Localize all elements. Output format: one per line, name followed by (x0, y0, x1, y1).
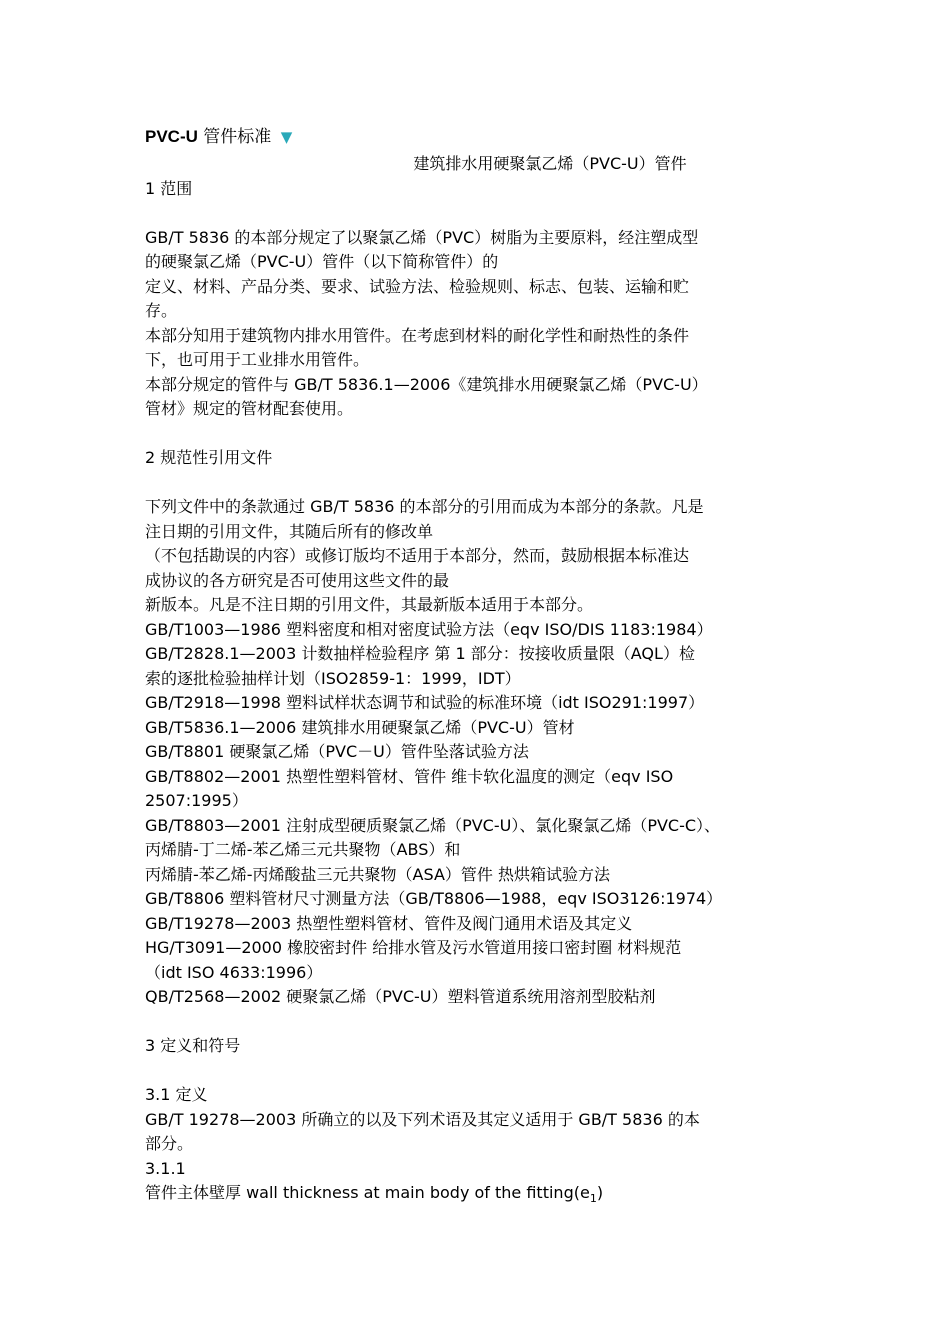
definition-line (145, 1181, 805, 1206)
triangle-down-icon[interactable]: ▼ (280, 128, 293, 146)
section-2-line: 注日期的引用文件，其随后所有的修改单 (145, 521, 434, 541)
section-1-line: 定义、材料、产品分类、要求、试验方法、检验规则、标志、包装、运输和贮 (145, 276, 690, 296)
document-title: 建筑排水用硬聚氯乙烯（PVC-U）管件 (413, 154, 687, 173)
section-3-heading: 3 定义和符号 (145, 1036, 241, 1055)
definition-subscript: 1 (589, 1192, 597, 1205)
section-2-line: 新版本。凡是不注日期的引用文件，其最新版本适用于本部分。 (145, 595, 594, 614)
section-1-line: 下，也可用于工业排水用管件。 (145, 350, 370, 369)
header-prefix-rest: 管件标准 (197, 127, 277, 147)
section-1-line: GB/T 5836 的本部分规定了以聚氯乙烯（PVC）树脂为主要原料，经注塑成型 (145, 227, 699, 247)
section-2-line: 成协议的各方研究是否可使用这些文件的最 (145, 570, 450, 590)
reference-line: （idt ISO 4633:1996） (145, 962, 323, 982)
section-3-1-heading: 3.1 定义 (145, 1085, 208, 1104)
reference-line: GB/T2828.1—2003 计数抽样检验程序 第 1 部分：按接收质量限（AQL）检 (145, 644, 695, 663)
section-1-line: 本部分知用于建筑物内排水用管件。在考虑到材料的耐化学性和耐热性的条件 (145, 325, 690, 345)
reference-line: GB/T5836.1—2006 建筑排水用硬聚氯乙烯（PVC-U）管材 (145, 717, 575, 737)
section-2-line: （不包括勘误的内容）或修订版均不适用于本部分，然而，鼓励根据本标准达 (145, 546, 690, 565)
reference-line: GB/T8806 塑料管材尺寸测量方法（GB/T8806—1988，eqv ISO3126:1974） (145, 889, 723, 908)
reference-line: 丙烯腈-苯乙烯-丙烯酸盐三元共聚物（ASA）管件 热烘箱试验方法 (145, 864, 610, 884)
section-1-line: 本部分规定的管件与 GB/T 5836.1—2006《建筑排水用硬聚氯乙烯（PVC-U） (145, 374, 708, 394)
section-2-line: 下列文件中的条款通过 GB/T 5836 的本部分的引用而成为本部分的条款。凡是 (145, 497, 704, 516)
header-line (145, 124, 805, 150)
section-1-line: 管材》规定的管材配套使用。 (145, 399, 354, 418)
definition-close: ) (596, 1183, 604, 1202)
section-3-line: 3.1.1 (145, 1158, 186, 1178)
reference-line: GB/T19278—2003 热塑性塑料管材、管件及阀门通用术语及其定义 (145, 913, 633, 933)
reference-line: 丙烯腈-丁二烯-苯乙烯三元共聚物（ABS）和 (145, 840, 461, 859)
reference-line: HG/T3091—2000 橡胶密封件 给排水管及污水管道用接口密封圈 材料规范 (145, 938, 682, 957)
reference-line: GB/T2918—1998 塑料试样状态调节和试验的标准环境（idt ISO291:1997） (145, 693, 705, 712)
section-3-line: GB/T 19278—2003 所确立的以及下列术语及其定义适用于 GB/T 5836 的本 (145, 1109, 700, 1129)
section-2-heading: 2 规范性引用文件 (145, 448, 273, 467)
definition-text: 管件主体壁厚 wall thickness at main body of the fitting(e (145, 1183, 590, 1202)
reference-line: GB/T8802—2001 热塑性塑料管材、管件 维卡软化温度的测定（eqv ISO (145, 766, 674, 786)
header-prefix-bold: PVC-U (145, 127, 198, 146)
reference-line: GB/T1003—1986 塑料密度和相对密度试验方法（eqv ISO/DIS 1183:1984） (145, 619, 713, 639)
section-1-line: 的硬聚氯乙烯（PVC-U）管件（以下简称管件）的 (145, 252, 499, 271)
section-1-line: 存。 (145, 301, 178, 320)
document-page (145, 124, 805, 1206)
section-1-heading: 1 范围 (145, 178, 193, 198)
section-3-line: 部分。 (145, 1134, 194, 1153)
reference-line: GB/T8801 硬聚氯乙烯（PVC－U）管件坠落试验方法 (145, 742, 529, 761)
reference-line: GB/T8803—2001 注射成型硬质聚氯乙烯（PVC-U）、氯化聚氯乙烯（PVC-C）、 (145, 815, 721, 835)
reference-line: QB/T2568—2002 硬聚氯乙烯（PVC-U）塑料管道系统用溶剂型胶粘剂 (145, 987, 656, 1006)
reference-line: 2507:1995） (145, 791, 248, 810)
reference-line: 索的逐批检验抽样计划（ISO2859-1：1999，IDT） (145, 668, 521, 688)
